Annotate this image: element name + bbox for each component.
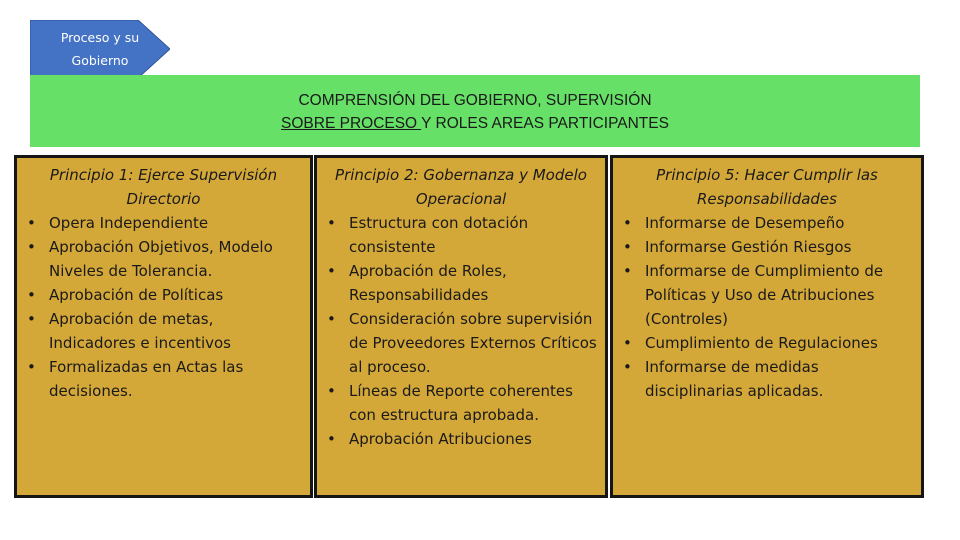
list-item: • Aprobación de metas, Indicadores e incentivos [17,307,310,355]
banner-line-1: COMPRENSIÓN DEL GOBIERNO, SUPERVISIÓN [298,92,652,109]
banner-underlined-text: SOBRE PROCESO [281,115,422,132]
list-item: • Aprobación de Roles, Responsabilidades [317,259,605,307]
title-banner [30,75,920,147]
process-badge [30,20,170,78]
list-item: • Opera Independiente [17,211,310,235]
principle-card-1 [14,155,313,498]
card-title: Principio 1: Ejerce Supervisión Directorio [49,166,278,208]
list-item: • Informarse de Cumplimiento de Políticas y Uso de Atribuciones (Controles) [613,259,921,331]
list-item: • Formalizadas en Actas las decisiones. [17,355,310,403]
list-item: • Aprobación Atribuciones [317,427,605,451]
list-item: • Cumplimiento de Regulaciones [613,331,921,355]
list-item: • Aprobación de Políticas [17,283,310,307]
list-item: • Aprobación Objetivos, Modelo Niveles de Tolerancia. [17,235,310,283]
bullet-list [613,211,921,403]
list-item: • Líneas de Reporte coherentes con estructura aprobada. [317,379,605,427]
banner-line-2 [30,112,920,135]
list-item: • Informarse Gestión Riesgos [613,235,921,259]
badge-label [48,26,152,72]
list-item: • Informarse de Desempeño [613,211,921,235]
card-title: Principio 5: Hacer Cumplir las Responsabilidades [656,166,878,208]
list-item: • Consideración sobre supervisión de Proveedores Externos Críticos al proceso. [317,307,605,379]
card-title: Principio 2: Gobernanza y Modelo Operacional [335,166,587,208]
bullet-list [17,211,310,403]
badge-line-2: Gobierno [71,53,129,68]
list-item: • Estructura con dotación consistente [317,211,605,259]
bullet-list [317,211,605,451]
list-item: • Informarse de medidas disciplinarias aplicadas. [613,355,921,403]
principle-card-2 [314,155,608,498]
principle-card-3 [610,155,924,498]
badge-line-1: Proceso y su [60,30,140,45]
banner-rest-text: Y ROLES AREAS PARTICIPANTES [421,115,669,132]
banner-title [30,89,920,135]
